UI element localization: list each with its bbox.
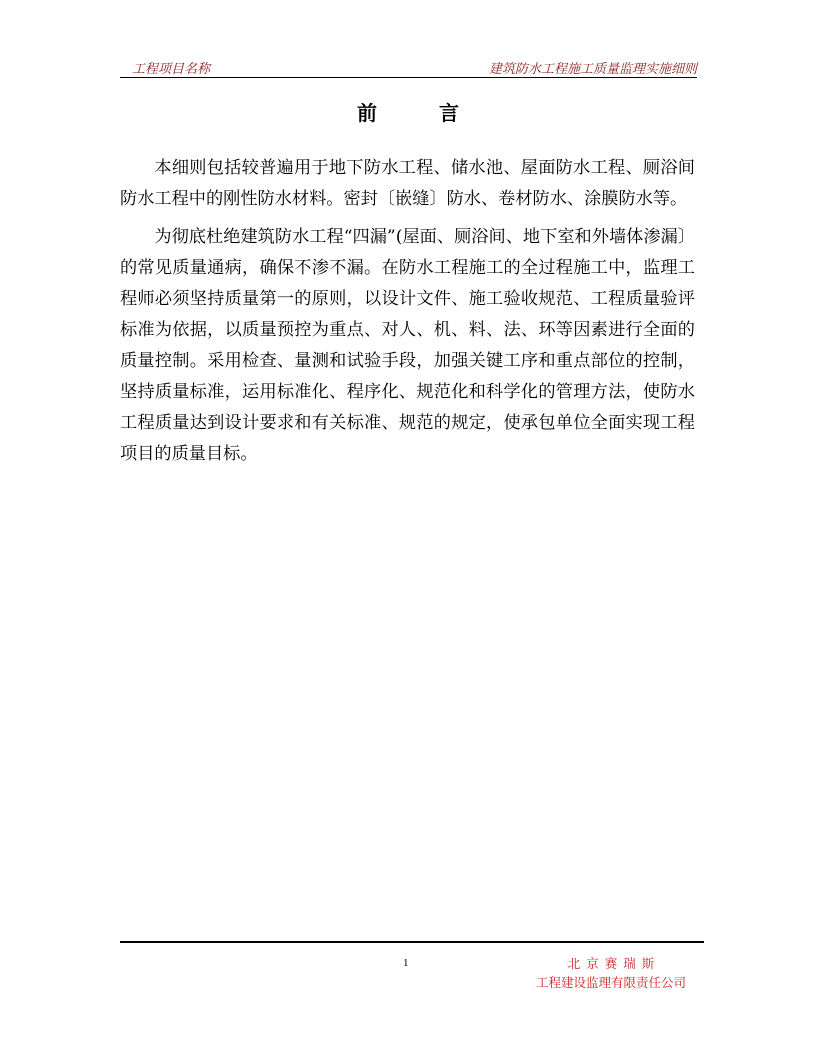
paragraph-2: 为彻底杜绝建筑防水工程“四漏”(屋面、厕浴间、地下室和外墙体渗漏〕的常见质量通病，确保不渗不漏。在防水工程施工的全过程施工中，监理工程师必须坚持质量第一的原则，以设计文件、施工验收规范、工程质量验评标准为依据，以质量预控为重点、对人、机、料、法、环等因素进行全面的质量控制。采用检查、量测和试验手段，加强关键工序和重点部位的控制，坚持质量标准，运用标准化、程序化、规范化和科学化的管理方法，使防水工程质量达到设计要求和有关标准、规范的规定，使承包单位全面实现工程项目的质量目标。 <box>120 227 695 464</box>
page-header <box>120 57 697 78</box>
header-document-title: 建筑防水工程施工质量监理实施细则 <box>488 62 697 77</box>
footer-divider <box>120 941 704 943</box>
page-number: 1 <box>403 957 409 969</box>
company-name-full: 工程建设监理有限责任公司 <box>535 975 686 990</box>
footer-company <box>526 954 696 992</box>
header-project-name: 工程项目名称 <box>132 62 211 77</box>
preface-body <box>120 153 695 470</box>
paragraph-1: 本细则包括较普遍用于地下防水工程、储水池、屋面防水工程、厕浴间防水工程中的刚性防水材料。密封〔嵌缝〕防水、卷材防水、涂膜防水等。 <box>120 158 695 209</box>
title-char-1: 前 <box>357 101 377 125</box>
title-char-2: 言 <box>439 101 459 125</box>
section-title <box>0 97 816 126</box>
company-name-short: 北京赛瑞斯 <box>567 956 661 971</box>
